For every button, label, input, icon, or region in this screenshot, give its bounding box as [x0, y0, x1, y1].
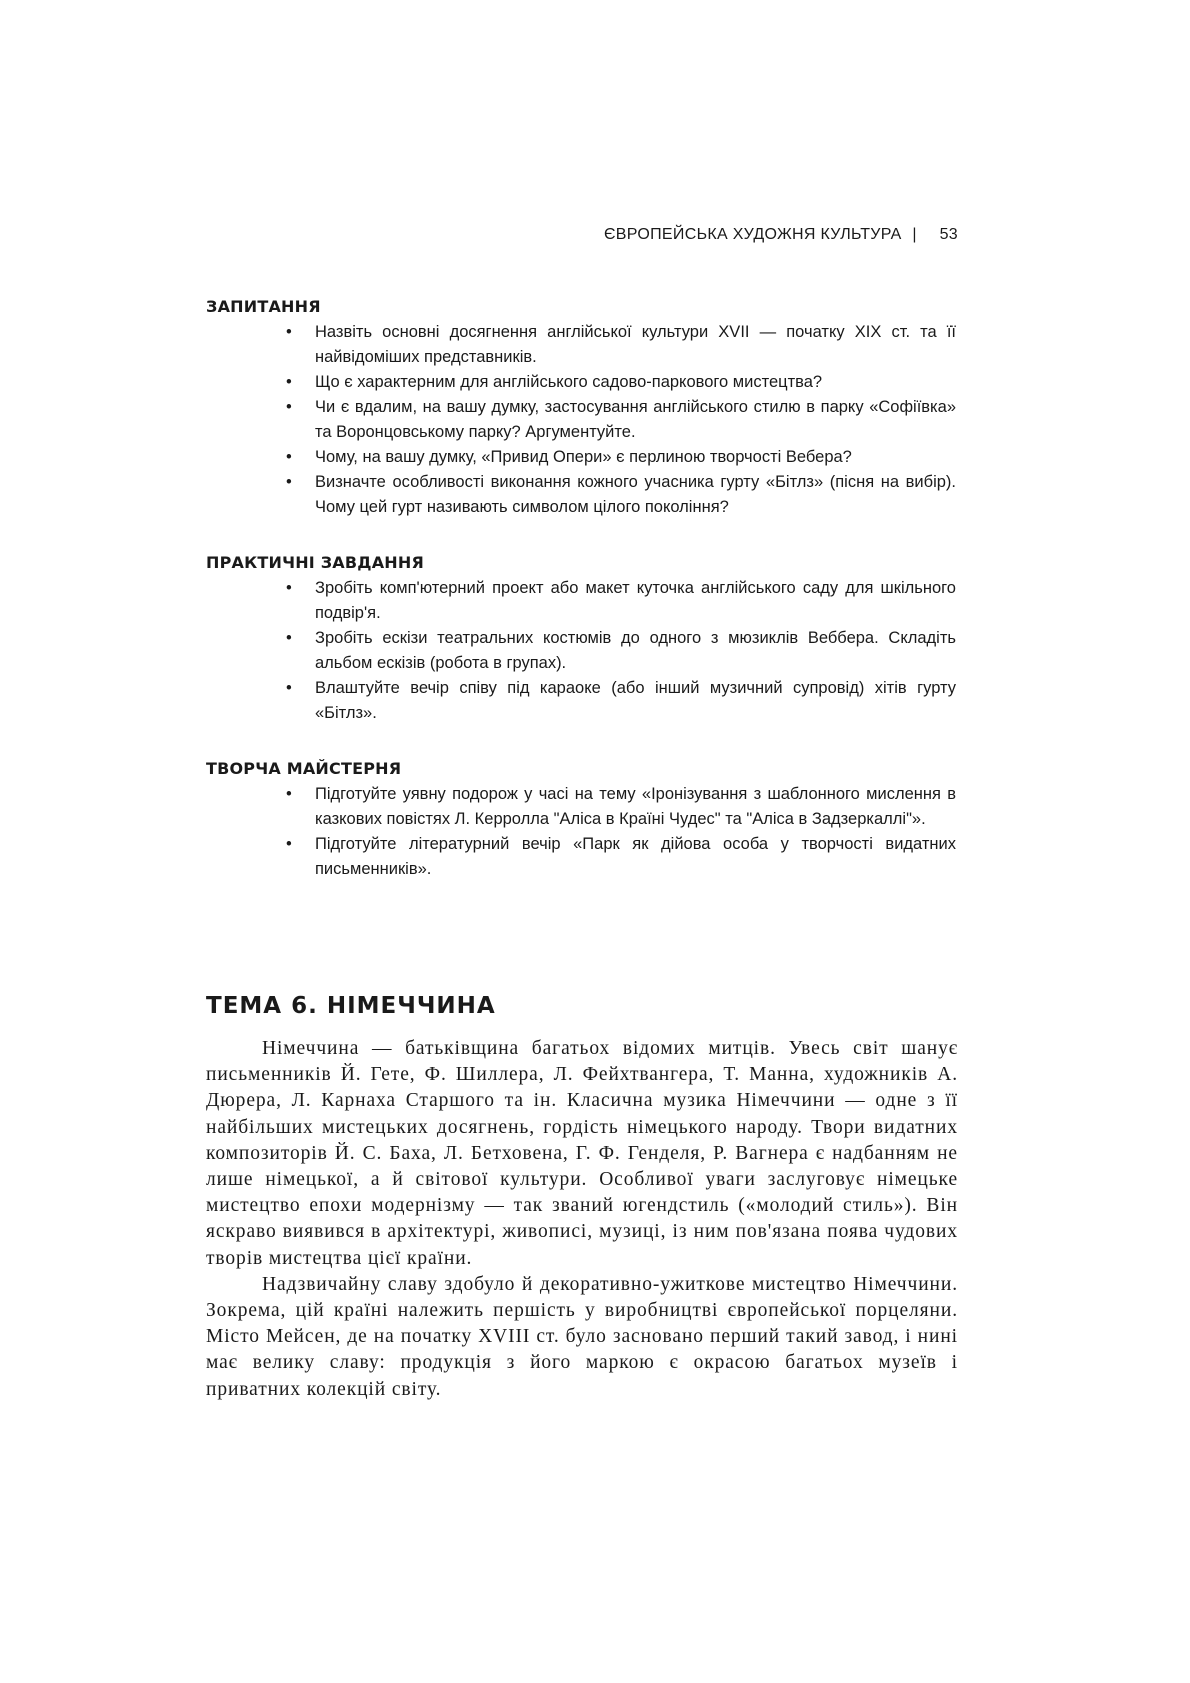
running-head [604, 226, 958, 244]
list-item: • Зробіть комп'ютерний проект або макет куточка англійського саду для шкільного подвір'я. [286, 576, 956, 626]
topic-body [206, 1036, 958, 1403]
list-item: • Зробіть ескізи театральних костюмів до одного з мюзиклів Веббера. Складіть альбом ескізів (робота в групах). [286, 626, 956, 676]
list-item: • Чому, на вашу думку, «Привид Опери» є перлиною творчості Вебера? [286, 445, 956, 470]
section-heading-practical-tasks: ПРАКТИЧНІ ЗАВДАННЯ [206, 553, 425, 572]
list-item: • Влаштуйте вечір співу під караоке (або інший музичний супровід) хітів гурту «Бітлз». [286, 676, 956, 726]
running-head-separator: | [912, 226, 917, 243]
list-item: • Підготуйте літературний вечір «Парк як дійова особа у творчості видатних письменників». [286, 832, 956, 882]
list-item: • Чи є вдалим, на вашу думку, застосування англійського стилю в парку «Софіївка» та Воронцовському парку? Аргументуйте. [286, 395, 956, 445]
practical-tasks-list [286, 576, 956, 726]
list-item: • Назвіть основні досягнення англійської культури XVII — початку XIX ст. та її найвідоміших представників. [286, 320, 956, 370]
section-heading-creative-workshop: ТВОРЧА МАЙСТЕРНЯ [206, 759, 402, 778]
questions-list [286, 320, 956, 520]
section-heading-questions: ЗАПИТАННЯ [206, 297, 321, 316]
page-number: 53 [939, 226, 958, 243]
running-title: ЄВРОПЕЙСЬКА ХУДОЖНЯ КУЛЬТУРА [604, 226, 902, 243]
creative-workshop-list [286, 782, 956, 882]
list-item: • Визначте особливості виконання кожного учасника гурту «Бітлз» (пісня на вибір). Чому цей гурт називають символом цілого покоління? [286, 470, 956, 520]
paragraph: Німеччина — батьківщина багатьох відомих митців. Увесь світ шанує письменників Й. Гете, Ф. Шиллера, Л. Фейхтвангера, Т. Манна, художників А. Дюрера, Л. Карнаха Старшого та ін. Класична музика Німеччини — одне з її найбільших мистецьких досягнень, гордість німецького народу. Твори видатних композиторів Й. С. Баха, Л. Бетховена, Г. Ф. Генделя, Р. Вагнера є надбанням не лише німецької, а й світової культури. Особливої уваги заслуговує німецьке мистецтво епохи модернізму — так званий югендстиль («молодий стиль»). Він яскраво виявився в архітектурі, живописі, музиці, із ним пов'язана поява чудових творів мистецтва цієї країни. [206, 1038, 958, 1269]
topic-title: ТЕМА 6. НІМЕЧЧИНА [206, 993, 496, 1019]
list-item: • Підготуйте уявну подорож у часі на тему «Іронізування з шаблонного мислення в казкових повістях Л. Керролла "Аліса в Країні Чудес" та "Аліса в Задзеркаллі"». [286, 782, 956, 832]
list-item: • Що є характерним для англійського садово-паркового мистецтва? [286, 370, 956, 395]
paragraph: Надзвичайну славу здобуло й декоративно-ужиткове мистецтво Німеччини. Зокрема, цій країні належить першість у виробництві європейської порцеляни. Місто Мейсен, де на початку XVIII ст. було засновано перший такий завод, і нині має велику славу: продукція з його маркою є окрасою багатьох музеїв і приватних колекцій світу. [206, 1273, 958, 1400]
